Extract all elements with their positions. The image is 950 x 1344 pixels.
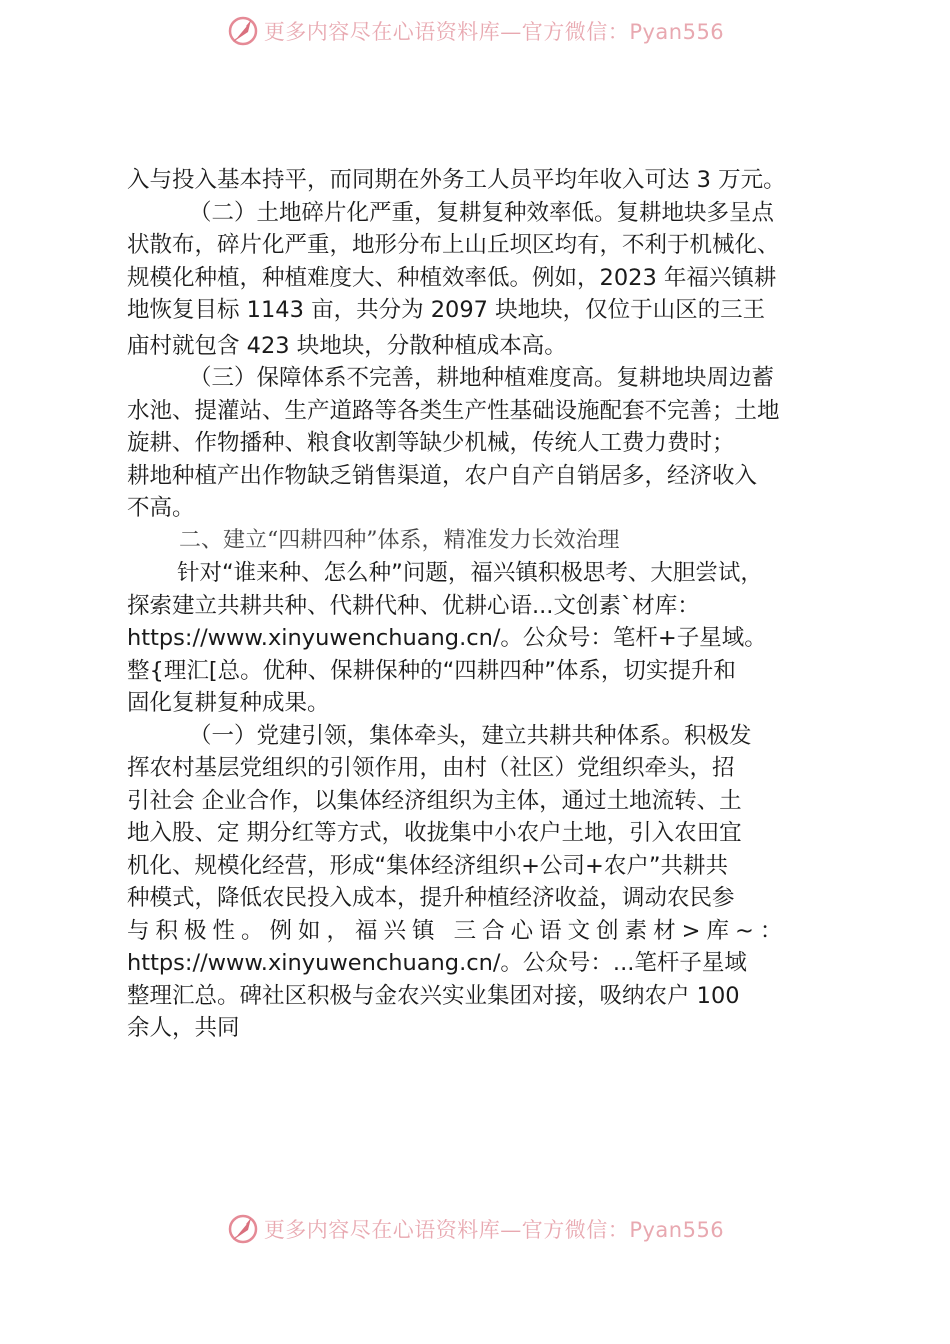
paragraph-line: 挥农村基层党组织的引领作用，由村（社区）党组织牵头，招 xyxy=(127,755,735,781)
paragraph-line: 庙村就包含 423 块地块，分散种植成本高。 xyxy=(127,332,567,359)
paragraph-line: 固化复耕复种成果。 xyxy=(127,690,330,716)
paragraph-line: https://www.xinyuwenchuang.cn/。公众号：...笔杆子星域 xyxy=(127,950,747,976)
section-heading: 二、建立“四耕四种”体系，精准发力长效治理 xyxy=(179,527,620,553)
paragraph-line: 状散布，碎片化严重，地形分布上山丘坝区均有，不利于机械化、 xyxy=(127,232,780,258)
paragraph-line: 水池、提灌站、生产道路等各类生产性基础设施配套不完善；土地 xyxy=(127,397,780,424)
paragraph-line: 旋耕、作物播种、粮食收割等缺少机械，传统人工费力费时； xyxy=(127,430,735,456)
paragraph-line: 入与投入基本持平，而同期在外务工人员平均年收入可达 3 万元。 xyxy=(127,167,786,193)
paragraph-line: 地恢复目标 1143 亩，共分为 2097 块地块，仅位于山区的三王 xyxy=(127,297,766,323)
quill-logo-icon xyxy=(226,14,260,48)
paragraph-line: 耕地种植产出作物缺乏销售渠道，农户自产自销居多，经济收入 xyxy=(127,462,758,489)
paragraph-line: 整{理汇[总。优种、保耕保种的“四耕四种”体系，切实提升和 xyxy=(127,657,736,684)
paragraph-line: https://www.xinyuwenchuang.cn/。公众号：笔杆+子星域。 xyxy=(127,625,767,651)
paragraph-line: 探索建立共耕共种、代耕代种、优耕心语...文创素`材库： xyxy=(127,592,700,619)
header-watermark xyxy=(0,14,950,48)
paragraph-line: （三）保障体系不完善，耕地种植难度高。复耕地块周边蓄 xyxy=(189,365,775,391)
document-body xyxy=(127,164,867,1045)
paragraph-line: 地入股、定 期分红等方式，收拢集中小农户土地，引入农田宜 xyxy=(127,820,742,846)
paragraph-line: （二）土地碎片化严重，复耕复种效率低。复耕地块多呈点 xyxy=(189,199,775,226)
paragraph-line: （一）党建引领，集体牵头，建立共耕共种体系。积极发 xyxy=(189,722,752,749)
paragraph-line: 与积极性。例如，福兴镇 三合心语文创素材>库~： xyxy=(127,917,789,944)
paragraph-line: 不高。 xyxy=(127,495,195,521)
paragraph-line: 余人，共同 xyxy=(127,1015,240,1041)
watermark-text: 更多内容尽在心语资料库—官方微信：Pyan556 xyxy=(263,1218,725,1242)
paragraph-line: 针对“谁来种、怎么种”问题，福兴镇积极思考、大胆尝试， xyxy=(177,560,763,586)
quill-logo-icon xyxy=(226,1212,260,1246)
paragraph-line: 整理汇总。碑社区积极与金农兴实业集团对接，吸纳农户 100 xyxy=(127,982,740,1009)
watermark-text: 更多内容尽在心语资料库—官方微信：Pyan556 xyxy=(263,20,725,44)
paragraph-line: 规模化种植，种植难度大、种植效率低。例如，2023 年福兴镇耕 xyxy=(127,264,777,291)
paragraph-line: 引社会 企业合作，以集体经济组织为主体，通过土地流转、土 xyxy=(127,787,742,814)
paragraph-line: 机化、规模化经营，形成“集体经济组织+公司+农户”共耕共 xyxy=(127,852,729,879)
footer-watermark xyxy=(0,1212,950,1246)
paragraph-line: 种模式，降低农民投入成本，提升种植经济收益，调动农民参 xyxy=(127,885,735,911)
